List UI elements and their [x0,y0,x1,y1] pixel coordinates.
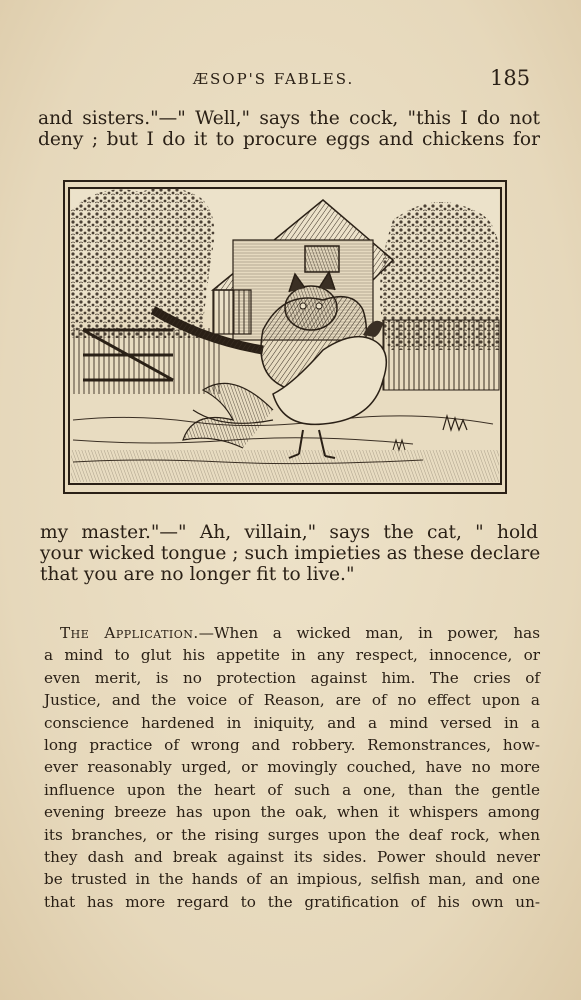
application-heading: The Application. [60,624,199,642]
application-first-line-text: —When a wicked man, in power, has [198,624,540,642]
woodcut-cat-and-cock-illustration [63,180,507,494]
text-line: be trusted in the hands of an impious, selfish man, and one [44,870,540,889]
text-line: and sisters."—" Well," says the cock, "this I do not [38,108,540,129]
text-line: your wicked tongue ; such impieties as these declare [40,543,541,564]
text-line: they dash and break against its sides. Power should never [44,848,540,867]
application-paragraph [44,622,540,913]
text-line: Justice, and the voice of Reason, are of no effect upon a [44,691,540,710]
page-number: 185 [490,66,531,90]
text-line: deny ; but I do it to procure eggs and chickens for [38,129,540,150]
running-head [0,66,581,96]
text-line: my master."—" Ah, villain," says the cat, " hold [40,522,538,543]
woodcut-illustration [63,180,507,494]
text-line: conscience hardened in iniquity, and a mind versed in a [44,713,540,732]
text-line: ever reasonably urged, or movingly couched, have no more [44,758,540,777]
text-line: that has more regard to the gratification of his own un- [44,892,540,911]
fable-text-top [38,108,540,150]
fable-text-continued [40,522,541,585]
text-line: evening breeze has upon the oak, when it whispers among [44,803,540,822]
text-line: that you are no longer fit to live." [40,564,355,585]
text-line: even merit, is no protection against him. The cries of [44,668,540,687]
text-line: influence upon the heart of such a one, than the gentle [44,780,540,799]
running-title: ÆSOP'S FABLES. [193,70,355,88]
text-line: long practice of wrong and robbery. Remonstrances, how- [44,736,540,755]
application-first-line [44,622,540,644]
text-line: a mind to glut his appetite in any respect, innocence, or [44,646,540,665]
text-line: its branches, or the rising surges upon the deaf rock, when [44,825,540,844]
